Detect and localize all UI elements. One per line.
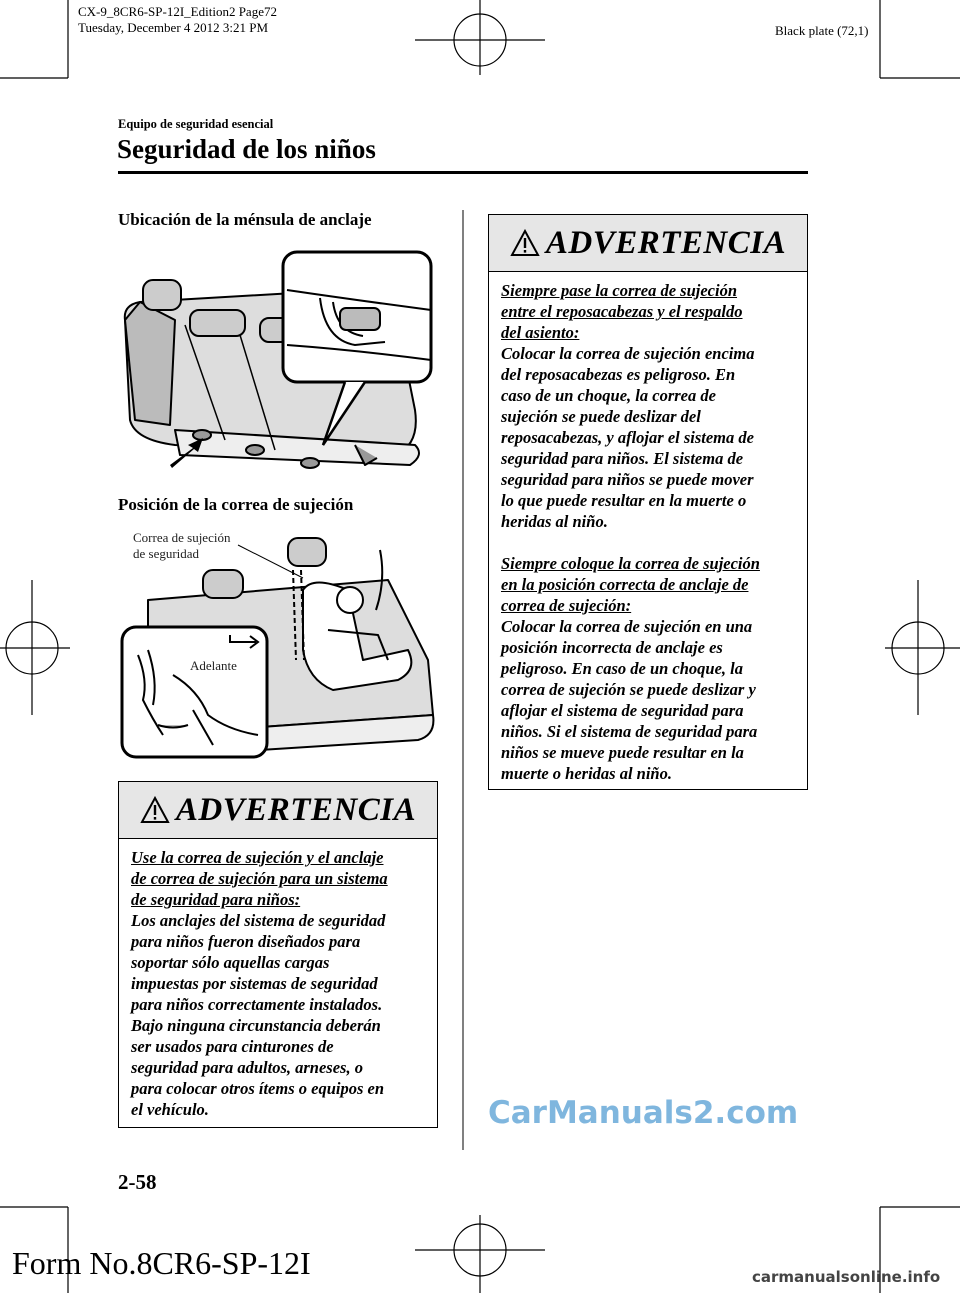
warning-line: para niños correctamente instalados. (131, 995, 383, 1014)
warning-line: reposacabezas, y aflojar el sistema de (501, 428, 754, 447)
warning-line: seguridad para adultos, arneses, o (131, 1058, 363, 1077)
warning-line: Colocar la correa de sujeción en una (501, 617, 753, 636)
warning-line: ser usados para cinturones de (131, 1037, 334, 1056)
warning-box-anchor (118, 781, 438, 1128)
warning-line: seguridad para niños. El sistema de (501, 449, 744, 468)
label-forward: Adelante (190, 658, 237, 673)
warning-box-tether (488, 214, 808, 790)
warning-line: niños se mueve puede resultar en la (501, 743, 744, 762)
label-tether-line1: Correa de sujeción (133, 530, 231, 545)
tether-position-illustration (118, 530, 438, 770)
warning-line: para niños fueron diseñados para (131, 932, 361, 951)
warning-line: impuestas por sistemas de seguridad (131, 974, 378, 993)
warning-title: ADVERTENCIA (175, 791, 417, 828)
warning-line: sujeción se puede deslizar del (501, 407, 701, 426)
warning-line: lo que puede resultar en la muerte o (501, 491, 747, 510)
warning-line: en la posición correcta de anclaje de (501, 575, 749, 594)
warning-title: ADVERTENCIA (545, 224, 787, 261)
warning-header (489, 215, 807, 272)
warning-line: de correa de sujeción para un sistema (131, 869, 388, 888)
warning-line: muerte o heridas al niño. (501, 764, 672, 783)
print-date: Tuesday, December 4 2012 3:21 PM (78, 20, 269, 35)
heading-tether-position: Posición de la correa de sujeción (118, 495, 354, 514)
paragraph-gap (501, 532, 797, 553)
heading-anchor-bracket: Ubicación de la ménsula de anclaje (118, 210, 372, 229)
warning-line: del asiento: (501, 323, 580, 342)
warning-line: Colocar la correa de sujeción encima (501, 344, 755, 363)
warning-triangle-icon (510, 229, 540, 257)
warning-line: Los anclajes del sistema de seguridad (131, 911, 386, 930)
section-category: Equipo de seguridad esencial (118, 117, 274, 131)
warning-line: para colocar otros ítems o equipos en (131, 1079, 385, 1098)
warning-line: de seguridad para niños: (131, 890, 301, 909)
warning-line: Bajo ninguna circunstancia deberán (131, 1016, 381, 1035)
warning-triangle-icon (140, 796, 170, 824)
warning-line: heridas al niño. (501, 512, 608, 531)
warning-line: Siempre pase la correa de sujeción (501, 281, 738, 300)
warning-text (489, 272, 807, 794)
label-tether-line2: de seguridad (133, 546, 200, 561)
warning-line: seguridad para niños se puede mover (501, 470, 754, 489)
warning-line: Use la correa de sujeción y el anclaje (131, 848, 384, 867)
warning-line: el vehículo. (131, 1100, 209, 1119)
watermark-site: carmanualsonline.info (752, 1268, 941, 1286)
warning-line: correa de sujeción se puede deslizar y (501, 680, 756, 699)
warning-line: peligroso. En caso de un choque, la (501, 659, 744, 678)
file-info: CX-9_8CR6-SP-12I_Edition2 Page72 (78, 4, 277, 19)
page-title: Seguridad de los niños (117, 134, 376, 164)
warning-line: aflojar el sistema de seguridad para (501, 701, 744, 720)
form-number: Form No.8CR6-SP-12I (12, 1245, 311, 1281)
warning-line: soportar sólo aquellas cargas (131, 953, 330, 972)
title-rule (118, 171, 808, 174)
warning-line: caso de un choque, la correa de (501, 386, 716, 405)
warning-header (119, 782, 437, 839)
warning-line: posición incorrecta de anclaje es (501, 638, 723, 657)
warning-text (119, 839, 437, 1130)
page-number: 2-58 (118, 1170, 157, 1194)
warning-line: correa de sujeción: (501, 596, 632, 615)
warning-line: del reposacabezas es peligroso. En (501, 365, 736, 384)
warning-line: Siempre coloque la correa de sujeción (501, 554, 760, 573)
warning-line: entre el reposacabezas y el respaldo (501, 302, 743, 321)
watermark-carmanuals2: CarManuals2.com (488, 1095, 799, 1131)
warning-line: niños. Si el sistema de seguridad para (501, 722, 758, 741)
anchor-bracket-illustration (115, 250, 435, 480)
plate-info: Black plate (72,1) (775, 23, 869, 38)
